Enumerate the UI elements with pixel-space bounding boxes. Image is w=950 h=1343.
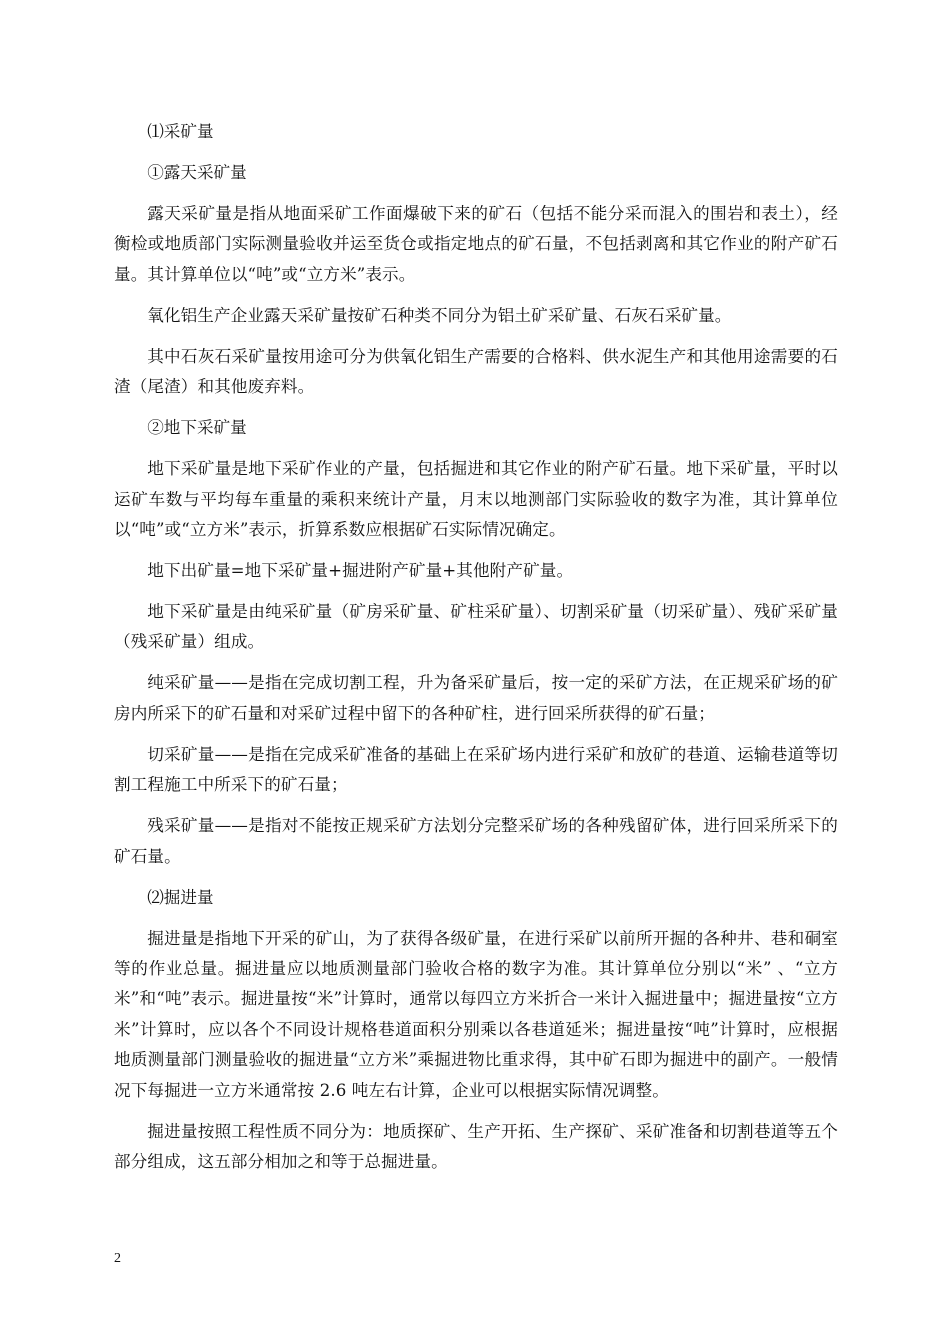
paragraph-open-pit-types: 氧化铝生产企业露天采矿量按矿石种类不同分为铝土矿采矿量、石灰石采矿量。 bbox=[147, 305, 732, 325]
paragraph-cutting-mining: 切采矿量——是指在完成采矿准备的基础上在采矿场内进行采矿和放矿的巷道、运输巷道等切割工程施工中所采下的矿石量； bbox=[114, 744, 838, 795]
section-heading-mining-volume: ⑴采矿量 bbox=[147, 122, 214, 141]
paragraph-underground-formula: 地下出矿量=地下采矿量+掘进附产矿量+其他附产矿量。 bbox=[147, 561, 574, 581]
section-heading-excavation: ⑵掘进量 bbox=[147, 887, 214, 907]
subsection-heading-underground: ②地下采矿量 bbox=[147, 418, 247, 438]
paragraph-underground-definition: 地下采矿量是地下采矿作业的产量，包括掘进和其它作业的附产矿石量。地下采矿量，平时以运矿车数与平均每车重量的乘积来统计产量，月末以地测部门实际验收的数字为准，其计算单位以“吨”或“立方米”表示，折算系数应根据矿石实际情况确定。 bbox=[114, 459, 838, 540]
paragraph-open-pit-definition: 露天采矿量是指从地面采矿工作面爆破下来的矿石（包括不能分采而混入的围岩和表土），经衡检或地质部门实际测量验收并运至货仓或指定地点的矿石量，不包括剥离和其它作业的附产矿石量。其计算单位以“吨”或“立方米”表示。 bbox=[114, 204, 838, 284]
paragraph-underground-composition: 地下采矿量是由纯采矿量（矿房采矿量、矿柱采矿量）、切割采矿量（切采矿量）、残矿采矿量（残采矿量）组成。 bbox=[114, 602, 838, 652]
paragraph-limestone-uses: 其中石灰石采矿量按用途可分为供氧化铝生产需要的合格料、供水泥生产和其他用途需要的石渣（尾渣）和其他废弃料。 bbox=[114, 346, 838, 397]
paragraph-pure-mining: 纯采矿量——是指在完成切割工程，升为备采矿量后，按一定的采矿方法，在正规采矿场的矿房内所采下的矿石量和对采矿过程中留下的各种矿柱，进行回采所获得的矿石量； bbox=[114, 673, 838, 723]
subsection-heading-open-pit: ①露天采矿量 bbox=[147, 163, 247, 182]
document-body bbox=[114, 117, 838, 1188]
paragraph-excavation-definition: 掘进量是指地下开采的矿山，为了获得各级矿量，在进行采矿以前所开掘的各种井、巷和硐室等的作业总量。掘进量应以地质测量部门验收合格的数字为准。其计算单位分别以“米” 、“立方米”和“吨”表示。掘进量按“米”计算时，通常以每四立方米折合一米计入掘进量中；掘进量按“立方米”计算时，应以各个不同设计规格巷道面积分别乘以各巷道延米；掘进量按“吨”计算时，应根据地质测量部门测量验收的掘进量“立方米”乘掘进物比重求得，其中矿石即为掘进中的副产。一般情况下每掘进一立方米通常按 2.6 吨左右计算，企业可以根据实际情况调整。 bbox=[114, 928, 838, 1100]
page-number: 2 bbox=[114, 1251, 121, 1266]
paragraph-excavation-types: 掘进量按照工程性质不同分为：地质探矿、生产开拓、生产探矿、采矿准备和切割巷道等五个部分组成，这五部分相加之和等于总掘进量。 bbox=[114, 1121, 838, 1172]
paragraph-residual-mining: 残采矿量——是指对不能按正规采矿方法划分完整采矿场的各种残留矿体，进行回采所采下的矿石量。 bbox=[114, 816, 838, 866]
